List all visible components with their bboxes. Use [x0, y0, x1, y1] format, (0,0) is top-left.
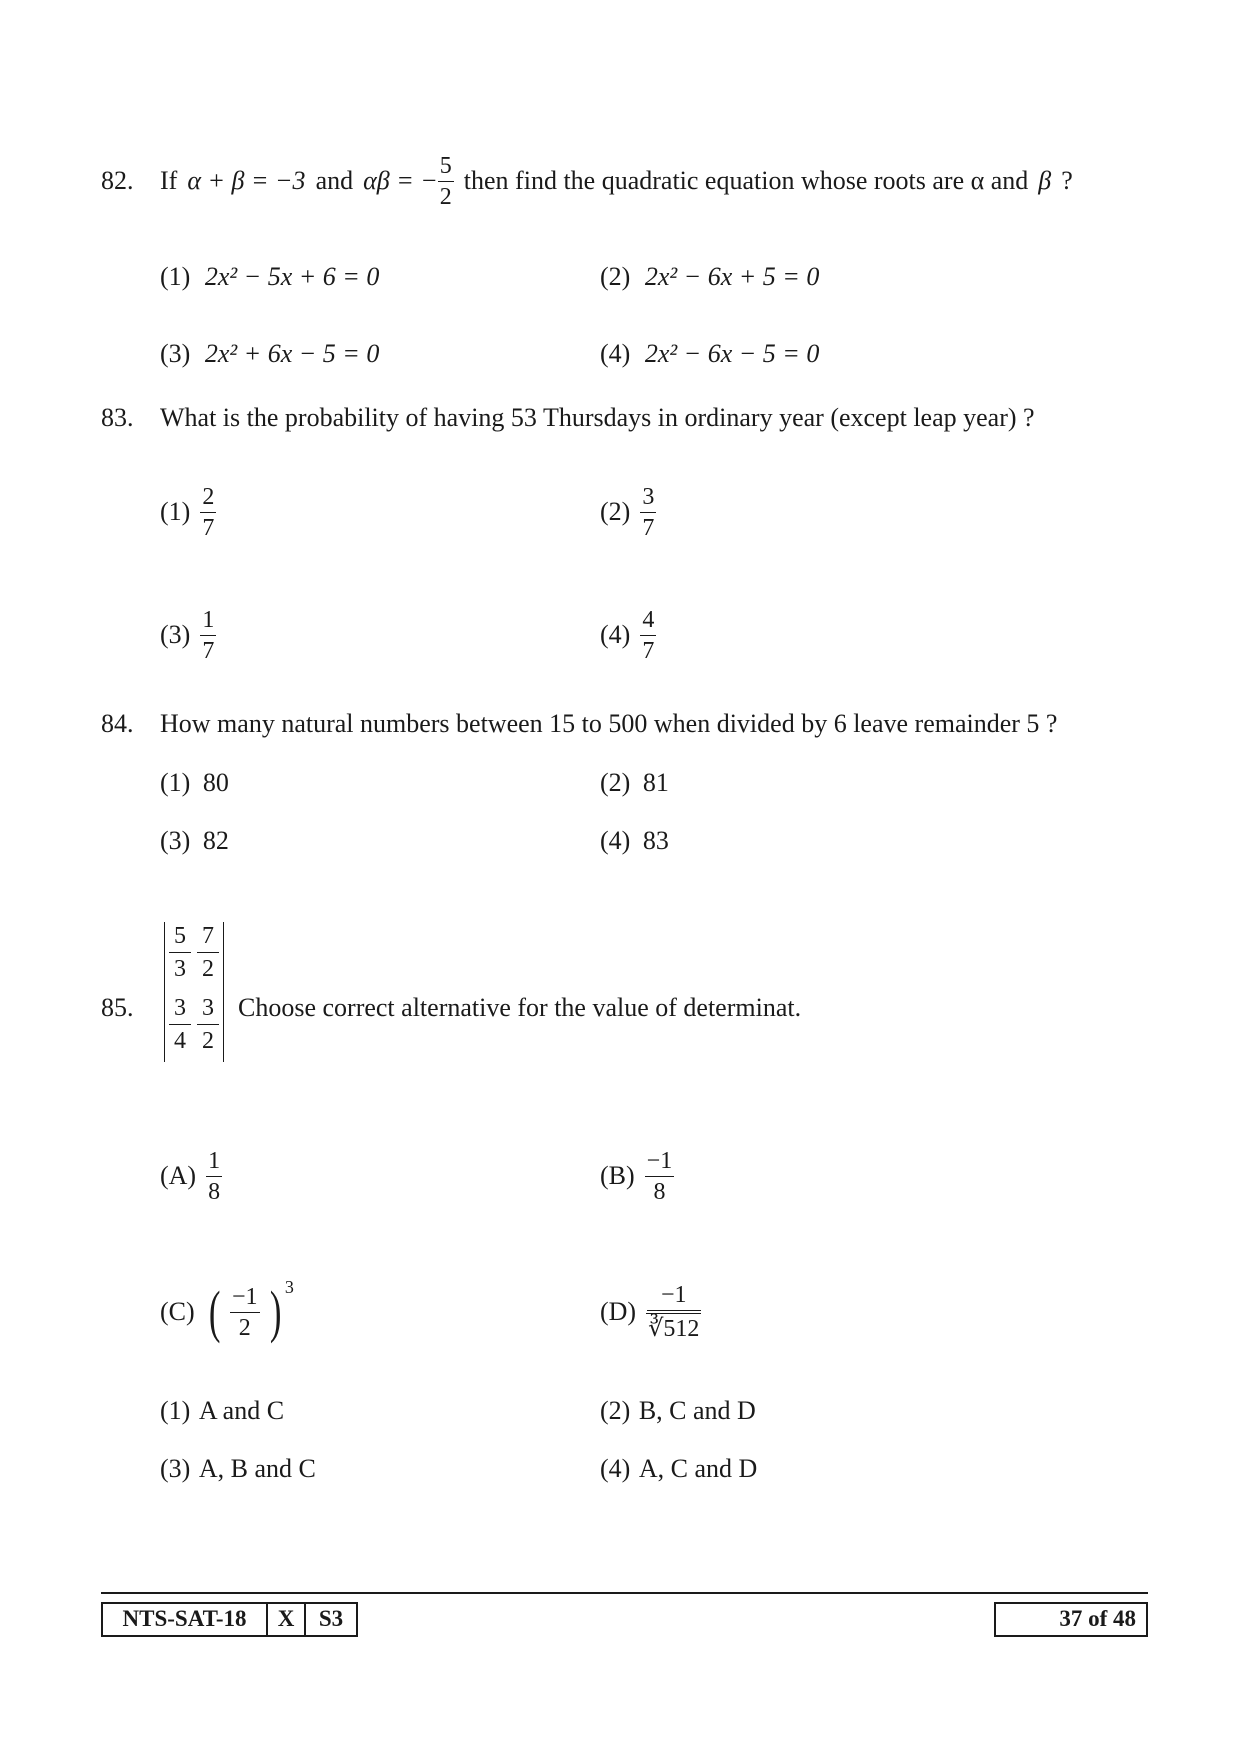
option-value: 83 [642, 826, 669, 855]
q85-determinant [164, 922, 224, 1062]
q82-condition-sum: α + β = −3 [187, 166, 306, 195]
option-label: (1) [160, 262, 191, 291]
option-expression: 2x² + 6x − 5 = 0 [204, 339, 380, 368]
q82-option-2[interactable] [600, 262, 819, 292]
fraction-denominator: 7 [202, 514, 215, 541]
fraction-denominator: 7 [642, 514, 655, 541]
det-cell-c [169, 996, 191, 1053]
fraction-numerator: 3 [197, 996, 219, 1025]
q84-option-4[interactable] [600, 826, 669, 856]
option-fraction [200, 608, 216, 663]
footer-class: X [266, 1602, 306, 1637]
option-label: (3) [160, 826, 191, 855]
fraction-numerator: 5 [438, 154, 454, 182]
q82-condition-product [363, 154, 454, 209]
alternative-fraction [230, 1285, 260, 1340]
option-label: (3) [160, 1454, 191, 1483]
fraction-numerator: 3 [169, 996, 191, 1025]
fraction-denominator: 2 [238, 1314, 251, 1341]
q82-product-lhs: αβ = − [363, 166, 438, 195]
option-label: (2) [600, 497, 631, 526]
q82-and: and [315, 166, 354, 195]
fraction-numerator: 1 [200, 608, 216, 636]
q84-option-3[interactable] [160, 826, 229, 856]
option-label: (4) [600, 1454, 631, 1483]
option-fraction [200, 485, 216, 540]
exponent: 3 [284, 1277, 294, 1297]
option-label: (1) [160, 497, 191, 526]
fraction-numerator: 7 [197, 924, 219, 953]
fraction-numerator: 1 [206, 1149, 222, 1177]
footer-rule [101, 1592, 1148, 1594]
q85-option-4[interactable] [600, 1454, 757, 1484]
q82-beta: β [1038, 166, 1052, 195]
q82-option-1[interactable] [160, 262, 379, 292]
option-label: (1) [160, 1396, 191, 1425]
q85-text: Choose correct alternative for the value of determinat. [238, 993, 802, 1022]
alternative-fraction [645, 1149, 675, 1204]
option-text: A, C and D [638, 1454, 758, 1483]
fraction-numerator: 5 [169, 924, 191, 953]
option-label: (4) [600, 339, 631, 368]
footer-code: NTS-SAT-18 [101, 1602, 268, 1637]
fraction-denominator: 8 [208, 1178, 221, 1205]
option-label: (4) [600, 826, 631, 855]
q85-alternative-d [600, 1272, 701, 1352]
left-paren: ( [208, 1279, 221, 1344]
fraction-denominator: 2 [202, 956, 214, 982]
option-label: (3) [160, 339, 191, 368]
fraction-numerator: 4 [640, 608, 656, 636]
fraction-denominator: 7 [202, 637, 215, 664]
q85-option-3[interactable] [160, 1454, 316, 1484]
option-value: 82 [202, 826, 229, 855]
q82-product-fraction [438, 154, 454, 209]
option-expression: 2x² − 5x + 6 = 0 [204, 262, 380, 291]
fraction-denominator: ∛512 [646, 1313, 701, 1341]
alternative-fraction [206, 1149, 222, 1204]
option-value: 81 [642, 768, 669, 797]
fraction-denominator: 4 [174, 1028, 186, 1054]
q82-if: If [160, 166, 178, 195]
footer-page-number: 37 of 48 [994, 1602, 1148, 1637]
q82-rest: then find the quadratic equation whose roots are α and [463, 166, 1029, 195]
option-label: (4) [600, 620, 631, 649]
q85-option-2[interactable] [600, 1396, 756, 1426]
fraction-numerator: −1 [647, 1283, 701, 1311]
option-label: (1) [160, 768, 191, 797]
footer-series: S3 [304, 1602, 358, 1637]
det-cell-d [197, 996, 219, 1053]
q82-stem [160, 145, 1073, 217]
fraction-numerator: 3 [640, 485, 656, 513]
alternative-label: (C) [160, 1297, 195, 1326]
fraction-denominator: 2 [202, 1028, 214, 1054]
q84-option-1[interactable] [160, 768, 229, 798]
alternative-fraction [646, 1283, 701, 1341]
q85-alternative-c [160, 1272, 294, 1352]
option-expression: 2x² − 6x − 5 = 0 [644, 339, 820, 368]
q82-option-3[interactable] [160, 339, 379, 369]
option-text: A, B and C [198, 1454, 316, 1483]
option-text: A and C [198, 1396, 285, 1425]
fraction-numerator: −1 [645, 1149, 675, 1177]
fraction-numerator: 2 [200, 485, 216, 513]
q83-text: What is the probability of having 53 Thursdays in ordinary year (except leap year) ? [160, 403, 1035, 432]
alternative-label: (B) [600, 1161, 635, 1190]
option-label: (2) [600, 768, 631, 797]
fraction-denominator: 3 [174, 956, 186, 982]
option-fraction [640, 485, 656, 540]
q83-option-4[interactable] [600, 603, 656, 667]
fraction-denominator: 7 [642, 637, 655, 664]
q82-number: 82. [101, 166, 134, 195]
fraction-denominator: 8 [653, 1178, 666, 1205]
alternative-label: (D) [600, 1297, 637, 1326]
q82-option-4[interactable] [600, 339, 819, 369]
option-label: (3) [160, 620, 191, 649]
q84-text: How many natural numbers between 15 to 500 when divided by 6 leave remainder 5 ? [160, 709, 1058, 738]
option-label: (2) [600, 262, 631, 291]
option-text: B, C and D [638, 1396, 756, 1425]
q82-qmark: ? [1061, 166, 1073, 195]
q84-option-2[interactable] [600, 768, 669, 798]
q85-number: 85. [101, 993, 134, 1022]
q84-number: 84. [101, 709, 134, 738]
option-fraction [640, 608, 656, 663]
q85-alternative-b [600, 1142, 674, 1210]
option-expression: 2x² − 6x + 5 = 0 [644, 262, 820, 291]
option-value: 80 [202, 768, 229, 797]
alternative-label: (A) [160, 1161, 197, 1190]
q83-option-2[interactable] [600, 480, 656, 544]
q85-option-1[interactable] [160, 1396, 284, 1426]
fraction-denominator: 2 [439, 183, 452, 210]
det-cell-b [197, 924, 219, 981]
option-label: (2) [600, 1396, 631, 1425]
q85-alternative-a [160, 1142, 222, 1210]
det-cell-a [169, 924, 191, 981]
q83-option-3[interactable] [160, 603, 216, 667]
q83-option-1[interactable] [160, 480, 216, 544]
fraction-numerator: −1 [230, 1285, 260, 1313]
q83-number: 83. [101, 403, 134, 432]
right-paren: ) [269, 1279, 282, 1344]
